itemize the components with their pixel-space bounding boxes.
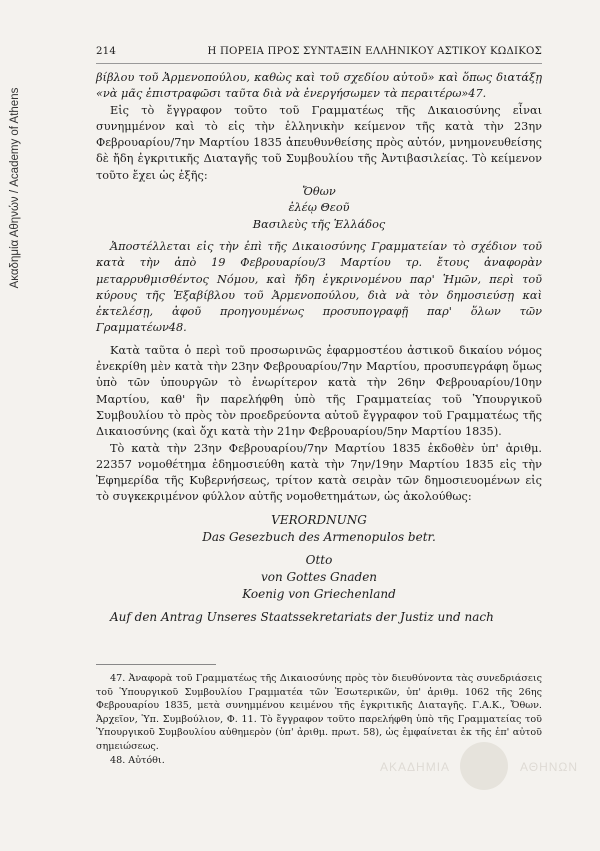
main-text bbox=[96, 70, 542, 626]
header-rule bbox=[96, 63, 542, 64]
archive-side-label: Ακαδημία Αθηνών / Academy of Athens bbox=[9, 87, 21, 289]
decree-quote: Ἀποστέλλεται εἰς τὴν ἐπὶ τῆς Δικαιοσύνης Γραμματείαν τὸ σχέδιον τοῦ κατὰ τὴν ἀπὸ 19 Φεβρουαρίου/3 Μαρτίου τρ. ἔτους ἀναφορὰν μεταρρυθμισθέντος Νόμου, καὶ ἤδη ἐγκρινομένου παρ' Ἡμῶν, περὶ τοῦ κύρους τῆς Ἑξαβίβλου τοῦ Ἀρμενοπούλου, διὰ νὰ τὸν δημοσιεύσῃ καὶ ἐκτελέσῃ, ἀφοῦ προηγουμένως προσυπογραφῇ παρ' ὅλων τῶν Γραμματέων48. bbox=[96, 239, 542, 335]
footnote-rule bbox=[96, 664, 216, 665]
academy-watermark bbox=[380, 742, 579, 792]
royal-grace-greek: ἐλέῳ Θεοῦ bbox=[288, 201, 350, 215]
royal-grace-german: von Gottes Gnaden bbox=[260, 569, 378, 584]
paragraph-continuation: βίβλου τοῦ Ἀρμενοπούλου, καθὼς καὶ τοῦ σχεδίου αὐτοῦ» καὶ ὅπως διατάξῃ «νὰ μᾶς ἐπιστραφῶσι ταῦτα διὰ νὰ ἐνεργήσωμεν τὰ περαιτέρω»47. bbox=[96, 71, 542, 101]
paragraph-intro: Εἰς τὸ ἔγγραφον τοῦτο τοῦ Γραμματέως τῆς Δικαιοσύνης εἶναι συνημμένον καὶ τὸ εἰς τὴν ἑλληνικὴν κείμενον τῆς κατὰ τὴν 23ην Φεβρουαρίου/7ην Μαρτίου 1835 ἀπευθυνθείσης πρὸς αὐτόν, μνημονευθείσης δὲ ἤδη ἐγκριτικῆς Διαταγῆς τοῦ Συμβουλίου τῆς Ἀντιβασιλείας. Τὸ κείμενον τοῦτο ἔχει ὡς ἑξῆς: bbox=[96, 103, 542, 182]
royal-name-german: Otto bbox=[305, 552, 333, 567]
running-title: Η ΠΟΡΕΙΑ ΠΡΟΣ ΣΥΝΤΑΞΙΝ ΕΛΛΗΝΙΚΟΥ ΑΣΤΙΚΟΥ ΚΩΔΙΚΟΣ bbox=[207, 46, 542, 57]
verordnung-title: VERORDNUNG bbox=[271, 512, 367, 527]
german-decree-heading bbox=[96, 512, 542, 603]
royal-title-german: Koenig von Griechenland bbox=[242, 586, 396, 601]
footnote-48: 48. Αὐτόθι. bbox=[110, 754, 165, 766]
watermark-left-text: ΑΚΑΔΗΜΙΑ bbox=[380, 760, 451, 774]
footnote-47: 47. Ἀναφορὰ τοῦ Γραμματέως τῆς Δικαιοσύνης πρὸς τὸν διευθύνοντα τὰς συνεδριάσεις τοῦ Ὑπουργικοῦ Συμβουλίου Γραμματέα τῶν Ἐσωτερικῶν, ὑπ' ἀριθμ. 1062 τῆς 26ης Φεβρουαρίου 1835, μετὰ συνημμένου κειμένου τῆς ἐγκριτικῆς Διαταγῆς. Γ.Α.Κ., Ὄθων. Ἀρχεῖον, Ὑπ. Συμβούλιον, Φ. 11. Τὸ ἔγγραφον τοῦτο παρελήφθη ὑπὸ τῆς Γραμματείας τοῦ Ὑπουργικοῦ Συμβουλίου αὐθημερὸν (ὑπ' ἀριθμ. πρωτ. 58), ὡς ἐμφαίνεται ἐκ τῆς ἐπ' αὐτοῦ σημειώσεως. bbox=[96, 673, 542, 752]
seal-icon bbox=[460, 742, 508, 790]
paragraph-publication: Τὸ κατὰ τὴν 23ην Φεβρουαρίου/7ην Μαρτίου 1835 ἐκδοθὲν ὑπ' ἀριθμ. 22357 νομοθέτημα ἐδημοσιεύθη κατὰ τὴν 7ην/19ην Μαρτίου 1835 εἰς τὴν Ἐφημερίδα τῆς Κυβερνήσεως, τρίτον κατὰ σειρὰν τῶν δημοσιευομένων εἰς τὸ συγκεκριμένον φύλλον αὐτῆς νομοθετημάτων, ὡς ἀκολούθως: bbox=[96, 441, 542, 504]
german-decree-text: Auf den Antrag Unseres Staatssekretariats der Justiz und nach bbox=[110, 609, 494, 624]
page-number: 214 bbox=[96, 46, 117, 57]
watermark-right-text: ΑΘΗΝΩΝ bbox=[520, 760, 579, 774]
royal-name-greek: Ὄθων bbox=[302, 185, 336, 199]
page-header bbox=[96, 46, 542, 62]
royal-title-greek: Βασιλεὺς τῆς Ἑλλάδος bbox=[252, 217, 386, 231]
paragraph-analysis: Κατὰ ταῦτα ὁ περὶ τοῦ προσωρινῶς ἐφαρμοστέου ἀστικοῦ δικαίου νόμος ἐνεκρίθη μὲν κατὰ τὴν 23ην Φεβρουαρίου/7ην Μαρτίου, προσυπεγράφη ὅμως ὑπὸ τῶν ὑπουργῶν τὸ ἐνωρίτερον κατὰ τὴν 26ην Φεβρουαρίου/10ην Μαρτίου, καθ' ἣν παρελήφθη ὑπὸ τῆς Γραμματείας τοῦ Ὑπουργικοῦ Συμβουλίου τὸ πρὸς τὸν προεδρεύοντα αὐτοῦ ἔγγραφον τοῦ Γραμματέως τῆς Δικαιοσύνης (καὶ ὄχι κατὰ τὴν 21ην Φεβρουαρίου/5ην Μαρτίου 1835). bbox=[96, 343, 542, 439]
verordnung-subject: Das Gesezbuch des Armenopulos betr. bbox=[202, 529, 436, 544]
greek-royal-heading bbox=[96, 184, 542, 233]
